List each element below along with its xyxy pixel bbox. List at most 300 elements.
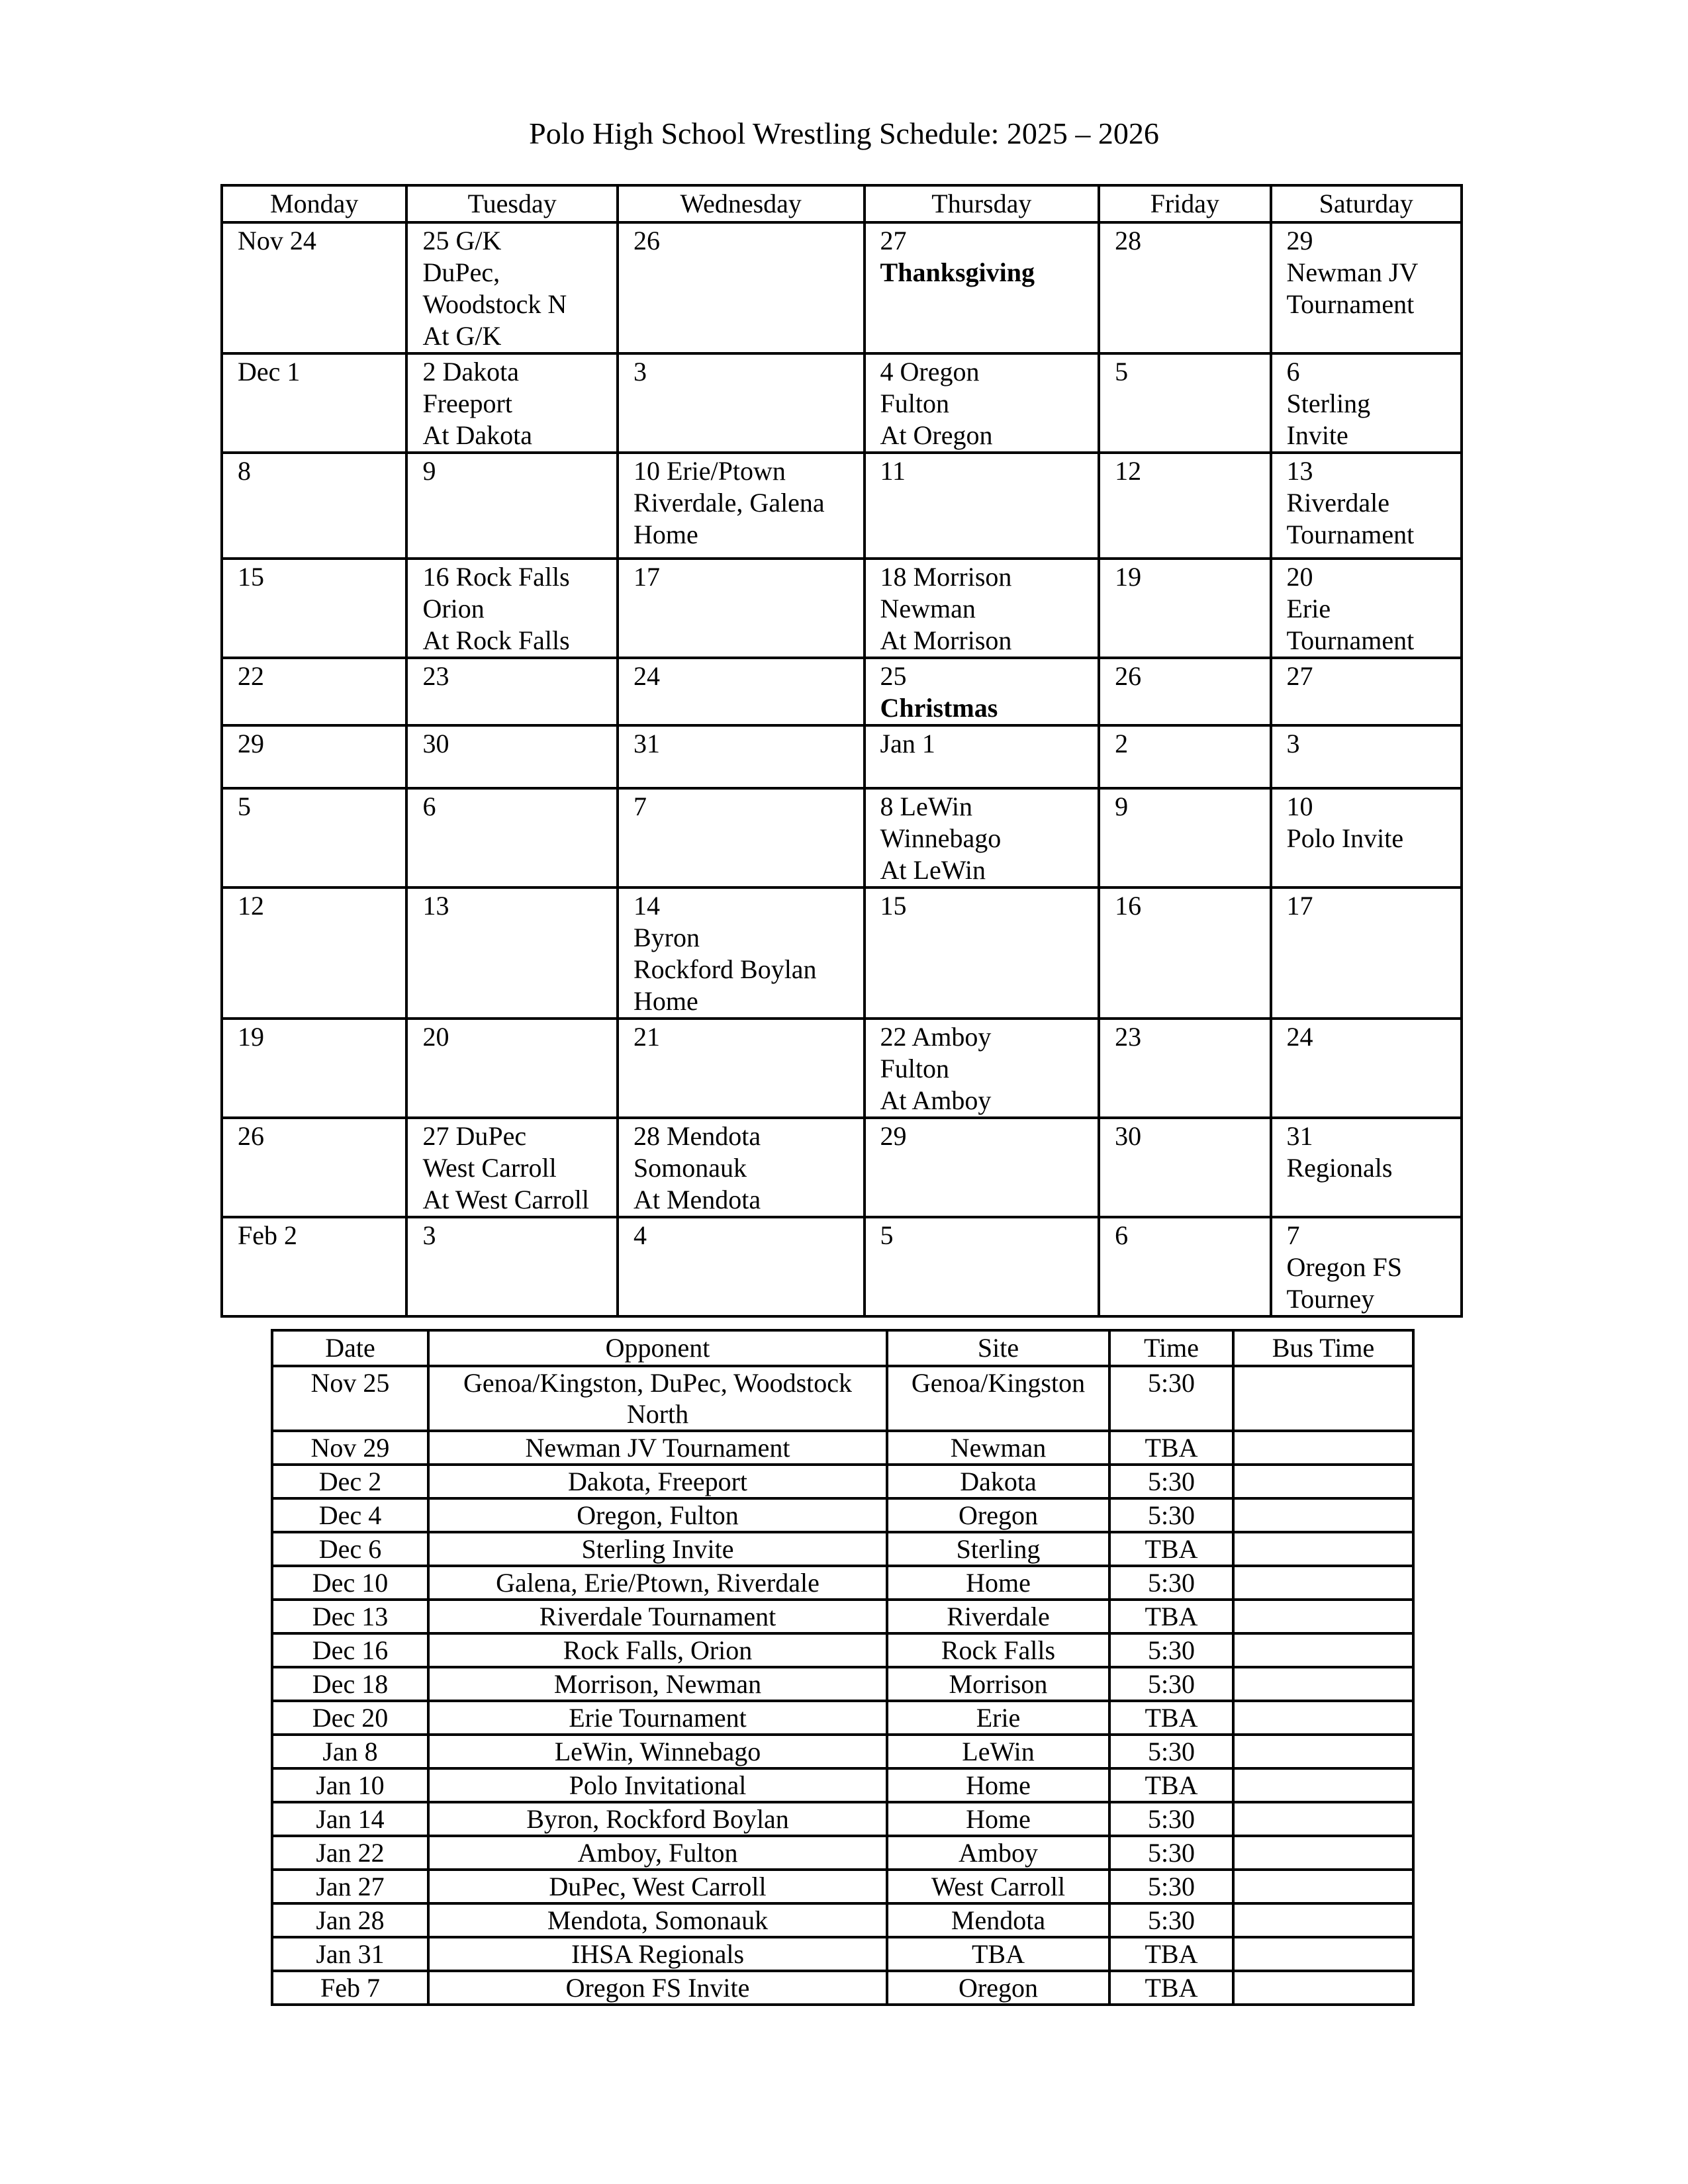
- schedule-header-row: [272, 1330, 1413, 1366]
- event-text: At Rock Falls: [422, 625, 570, 655]
- schedule-row: [272, 1431, 1413, 1465]
- event-text: Tournament: [1286, 289, 1415, 319]
- calendar-day-cell: [406, 658, 618, 725]
- day-number: 11: [880, 456, 906, 486]
- calendar-day-cell: [406, 559, 618, 658]
- time-cell: TBA: [1109, 1532, 1233, 1566]
- calendar-day-cell: [1099, 1019, 1270, 1118]
- site-cell: Morrison: [887, 1667, 1109, 1701]
- calendar-week-row: [222, 222, 1462, 353]
- day-number: 30: [422, 729, 449, 758]
- calendar-day-cell: [406, 887, 618, 1019]
- time-cell: TBA: [1109, 1768, 1233, 1802]
- calendar-day-cell: [222, 788, 406, 887]
- calendar-day-cell: [1271, 658, 1462, 725]
- calendar-day-cell: [1271, 453, 1462, 559]
- calendar-day-cell: [618, 1118, 865, 1217]
- event-text: Newman: [880, 594, 976, 623]
- event-text: Sterling: [1286, 388, 1371, 418]
- day-number: 8: [238, 456, 251, 486]
- schedule-row: [272, 1802, 1413, 1836]
- calendar-day-cell: [406, 353, 618, 453]
- site-cell: Sterling: [887, 1532, 1109, 1566]
- schedule-row: [272, 1366, 1413, 1431]
- site-cell: Home: [887, 1566, 1109, 1600]
- day-number: 26: [238, 1121, 264, 1151]
- calendar-day-cell: [1271, 1019, 1462, 1118]
- calendar-day-cell: [1099, 1118, 1270, 1217]
- event-text: Winnebago: [880, 823, 1002, 853]
- calendar-day-cell: [1099, 559, 1270, 658]
- day-number: 19: [1115, 562, 1142, 592]
- bus-time-cell: [1233, 1768, 1413, 1802]
- event-text: Erie: [1286, 594, 1331, 623]
- day-number: 10: [1286, 792, 1313, 821]
- day-number: 31: [1286, 1121, 1313, 1151]
- calendar-day-cell: [1271, 1217, 1462, 1316]
- day-number: 20: [1286, 562, 1313, 592]
- calendar-day-cell: [406, 1118, 618, 1217]
- calendar-day-cell: [618, 353, 865, 453]
- day-number: 16 Rock Falls: [422, 562, 570, 592]
- opponent-cell: Newman JV Tournament: [428, 1431, 887, 1465]
- calendar-week-row: [222, 559, 1462, 658]
- site-cell: Riverdale: [887, 1600, 1109, 1633]
- calendar-day-cell: [1271, 353, 1462, 453]
- calendar-day-cell: [1099, 658, 1270, 725]
- event-text: Rockford Boylan: [633, 954, 817, 984]
- event-text: Woodstock N: [422, 289, 567, 319]
- calendar-day-cell: [406, 1019, 618, 1118]
- day-number: 5: [880, 1220, 894, 1250]
- calendar-day-cell: [222, 725, 406, 788]
- date-cell: Jan 31: [272, 1937, 428, 1971]
- calendar-day-cell: [865, 887, 1100, 1019]
- opponent-cell: Morrison, Newman: [428, 1667, 887, 1701]
- day-number: 14: [633, 891, 660, 921]
- date-cell: Jan 14: [272, 1802, 428, 1836]
- day-number: 2: [1115, 729, 1129, 758]
- schedule-row: [272, 1532, 1413, 1566]
- day-number: 19: [238, 1022, 264, 1052]
- calendar-day-cell: [618, 725, 865, 788]
- opponent-cell: Polo Invitational: [428, 1768, 887, 1802]
- calendar-day-cell: [618, 453, 865, 559]
- day-number: 3: [422, 1220, 436, 1250]
- event-text: Tourney: [1286, 1284, 1375, 1314]
- day-number: Dec 1: [238, 357, 301, 387]
- site-cell: Erie: [887, 1701, 1109, 1735]
- event-text: At Mendota: [633, 1185, 761, 1214]
- opponent-cell: Dakota, Freeport: [428, 1465, 887, 1498]
- schedule-row: [272, 1735, 1413, 1768]
- time-cell: TBA: [1109, 1431, 1233, 1465]
- site-cell: Genoa/Kingston: [887, 1366, 1109, 1431]
- day-header: Wednesday: [618, 185, 865, 222]
- calendar-day-cell: [1271, 887, 1462, 1019]
- time-column-header: Time: [1109, 1330, 1233, 1366]
- date-cell: Dec 16: [272, 1633, 428, 1667]
- event-text: DuPec,: [422, 257, 500, 287]
- event-text: West Carroll: [422, 1153, 557, 1183]
- day-header: Tuesday: [406, 185, 618, 222]
- schedule-row: [272, 1600, 1413, 1633]
- calendar-day-cell: [618, 1217, 865, 1316]
- bus-time-cell: [1233, 1937, 1413, 1971]
- site-cell: TBA: [887, 1937, 1109, 1971]
- calendar-day-cell: [406, 222, 618, 353]
- event-text: Byron: [633, 923, 700, 952]
- calendar-day-cell: [1099, 453, 1270, 559]
- event-text: At Morrison: [880, 625, 1012, 655]
- calendar-day-cell: [1271, 788, 1462, 887]
- day-number: 29: [1286, 226, 1313, 255]
- calendar-day-cell: [222, 1118, 406, 1217]
- calendar-week-row: [222, 725, 1462, 788]
- day-number: Feb 2: [238, 1220, 297, 1250]
- site-cell: LeWin: [887, 1735, 1109, 1768]
- day-number: 6: [422, 792, 436, 821]
- schedule-row: [272, 1667, 1413, 1701]
- event-text: Thanksgiving: [880, 257, 1035, 287]
- calendar-day-cell: [222, 887, 406, 1019]
- event-text: Oregon FS: [1286, 1252, 1402, 1282]
- calendar-day-cell: [618, 222, 865, 353]
- day-number: 28 Mendota: [633, 1121, 761, 1151]
- calendar-day-cell: [1099, 788, 1270, 887]
- calendar-day-cell: [865, 725, 1100, 788]
- calendar-week-row: [222, 453, 1462, 559]
- event-text: Newman JV: [1286, 257, 1419, 287]
- time-cell: TBA: [1109, 1701, 1233, 1735]
- schedule-row: [272, 1870, 1413, 1903]
- calendar-day-cell: [1099, 1217, 1270, 1316]
- calendar-day-cell: [1271, 725, 1462, 788]
- event-text: Regionals: [1286, 1153, 1393, 1183]
- calendar-day-cell: [865, 788, 1100, 887]
- day-number: 2 Dakota: [422, 357, 519, 387]
- opponent-cell: Mendota, Somonauk: [428, 1903, 887, 1937]
- calendar-day-cell: [406, 788, 618, 887]
- calendar-day-cell: [618, 1019, 865, 1118]
- day-number: Jan 1: [880, 729, 935, 758]
- day-number: 9: [1115, 792, 1129, 821]
- day-number: 18 Morrison: [880, 562, 1012, 592]
- time-cell: 5:30: [1109, 1566, 1233, 1600]
- calendar-day-cell: [865, 1118, 1100, 1217]
- day-number: 17: [633, 562, 660, 592]
- event-text: Home: [633, 986, 698, 1016]
- calendar-day-cell: [865, 559, 1100, 658]
- calendar-week-row: [222, 887, 1462, 1019]
- opponent-cell: DuPec, West Carroll: [428, 1870, 887, 1903]
- calendar-day-cell: [865, 1217, 1100, 1316]
- day-number: 20: [422, 1022, 449, 1052]
- opponent-cell: Amboy, Fulton: [428, 1836, 887, 1870]
- event-text: At Oregon: [880, 420, 993, 450]
- site-cell: Rock Falls: [887, 1633, 1109, 1667]
- day-number: 6: [1115, 1220, 1129, 1250]
- schedule-row: [272, 1971, 1413, 2005]
- bus-time-cell: [1233, 1836, 1413, 1870]
- day-number: 15: [880, 891, 907, 921]
- time-cell: TBA: [1109, 1600, 1233, 1633]
- event-text: Riverdale: [1286, 488, 1389, 518]
- site-cell: Oregon: [887, 1971, 1109, 2005]
- event-text: Fulton: [880, 388, 950, 418]
- date-cell: Jan 28: [272, 1903, 428, 1937]
- day-number: 29: [880, 1121, 907, 1151]
- day-number: 3: [1286, 729, 1300, 758]
- bus-time-cell: [1233, 1566, 1413, 1600]
- day-number: 12: [1115, 456, 1142, 486]
- date-cell: Dec 20: [272, 1701, 428, 1735]
- bus-time-cell: [1233, 1735, 1413, 1768]
- day-number: 13: [1286, 456, 1313, 486]
- day-number: 12: [238, 891, 264, 921]
- calendar-day-cell: [865, 453, 1100, 559]
- day-number: 4 Oregon: [880, 357, 980, 387]
- day-number: 8 LeWin: [880, 792, 972, 821]
- date-cell: Jan 27: [272, 1870, 428, 1903]
- day-header: Friday: [1099, 185, 1270, 222]
- time-cell: 5:30: [1109, 1465, 1233, 1498]
- date-cell: Jan 10: [272, 1768, 428, 1802]
- opponent-cell: Genoa/Kingston, DuPec, Woodstock North: [428, 1366, 887, 1431]
- day-number: 26: [1115, 661, 1142, 691]
- date-cell: Dec 10: [272, 1566, 428, 1600]
- schedule-row: [272, 1498, 1413, 1532]
- schedule-row: [272, 1633, 1413, 1667]
- day-number: 29: [238, 729, 264, 758]
- bus-time-cell: [1233, 1971, 1413, 2005]
- day-number: 25: [880, 661, 907, 691]
- date-column-header: Date: [272, 1330, 428, 1366]
- bus-time-cell: [1233, 1431, 1413, 1465]
- schedule-row: [272, 1465, 1413, 1498]
- opponent-cell: Galena, Erie/Ptown, Riverdale: [428, 1566, 887, 1600]
- day-number: 26: [633, 226, 660, 255]
- calendar-day-cell: [865, 658, 1100, 725]
- day-number: 6: [1286, 357, 1300, 387]
- calendar-table: [220, 184, 1463, 1318]
- time-cell: 5:30: [1109, 1667, 1233, 1701]
- time-cell: 5:30: [1109, 1633, 1233, 1667]
- schedule-row: [272, 1937, 1413, 1971]
- calendar-day-cell: [222, 222, 406, 353]
- day-number: 5: [1115, 357, 1129, 387]
- day-number: Nov 24: [238, 226, 316, 255]
- time-cell: 5:30: [1109, 1802, 1233, 1836]
- day-number: 25 G/K: [422, 226, 502, 255]
- calendar-day-cell: [222, 453, 406, 559]
- day-number: 23: [1115, 1022, 1142, 1052]
- calendar-week-row: [222, 658, 1462, 725]
- event-text: At G/K: [422, 321, 502, 351]
- calendar-day-cell: [1271, 222, 1462, 353]
- day-number: 7: [633, 792, 647, 821]
- time-cell: 5:30: [1109, 1366, 1233, 1431]
- bus-time-cell: [1233, 1366, 1413, 1431]
- date-cell: Feb 7: [272, 1971, 428, 2005]
- calendar-day-cell: [1271, 1118, 1462, 1217]
- calendar-week-row: [222, 1019, 1462, 1118]
- calendar-day-cell: [1271, 559, 1462, 658]
- schedule-row: [272, 1836, 1413, 1870]
- event-text: At West Carroll: [422, 1185, 589, 1214]
- calendar-day-cell: [222, 353, 406, 453]
- opponent-column-header: Opponent: [428, 1330, 887, 1366]
- opponent-cell: IHSA Regionals: [428, 1937, 887, 1971]
- day-number: 21: [633, 1022, 660, 1052]
- opponent-cell: Sterling Invite: [428, 1532, 887, 1566]
- date-cell: Nov 25: [272, 1366, 428, 1431]
- event-text: Riverdale, Galena: [633, 488, 825, 518]
- day-number: 31: [633, 729, 660, 758]
- day-number: 22: [238, 661, 264, 691]
- day-number: 30: [1115, 1121, 1142, 1151]
- calendar-week-row: [222, 788, 1462, 887]
- site-column-header: Site: [887, 1330, 1109, 1366]
- calendar-week-row: [222, 353, 1462, 453]
- bus-time-cell: [1233, 1667, 1413, 1701]
- time-cell: 5:30: [1109, 1498, 1233, 1532]
- day-number: 27: [1286, 661, 1313, 691]
- day-number: 23: [422, 661, 449, 691]
- day-header: Monday: [222, 185, 406, 222]
- calendar-day-cell: [222, 559, 406, 658]
- site-cell: Oregon: [887, 1498, 1109, 1532]
- calendar-day-cell: [1099, 725, 1270, 788]
- day-number: 10 Erie/Ptown: [633, 456, 786, 486]
- day-number: 9: [422, 456, 436, 486]
- calendar-day-cell: [865, 1019, 1100, 1118]
- opponent-cell: Oregon, Fulton: [428, 1498, 887, 1532]
- site-cell: Amboy: [887, 1836, 1109, 1870]
- bus-time-cell: [1233, 1870, 1413, 1903]
- day-header: Saturday: [1271, 185, 1462, 222]
- date-cell: Dec 2: [272, 1465, 428, 1498]
- bus-time-column-header: Bus Time: [1233, 1330, 1413, 1366]
- page-title: Polo High School Wrestling Schedule: 2025 – 2026: [529, 116, 1159, 150]
- calendar-day-cell: [406, 725, 618, 788]
- bus-time-cell: [1233, 1532, 1413, 1566]
- date-cell: Dec 6: [272, 1532, 428, 1566]
- opponent-cell: Riverdale Tournament: [428, 1600, 887, 1633]
- calendar-day-cell: [865, 222, 1100, 353]
- day-number: 27 DuPec: [422, 1121, 527, 1151]
- calendar-day-cell: [618, 658, 865, 725]
- bus-time-cell: [1233, 1633, 1413, 1667]
- calendar-week-row: [222, 1118, 1462, 1217]
- calendar-day-cell: [1099, 353, 1270, 453]
- event-text: Freeport: [422, 388, 512, 418]
- day-number: 13: [422, 891, 449, 921]
- time-cell: TBA: [1109, 1937, 1233, 1971]
- day-number: 3: [633, 357, 647, 387]
- date-cell: Dec 4: [272, 1498, 428, 1532]
- calendar-day-cell: [406, 1217, 618, 1316]
- day-number: 24: [1286, 1022, 1313, 1052]
- bus-time-cell: [1233, 1465, 1413, 1498]
- calendar-day-cell: [618, 887, 865, 1019]
- day-number: 24: [633, 661, 660, 691]
- date-cell: Jan 8: [272, 1735, 428, 1768]
- event-text: At Amboy: [880, 1085, 992, 1115]
- calendar-day-cell: [1099, 887, 1270, 1019]
- bus-time-cell: [1233, 1600, 1413, 1633]
- site-cell: Home: [887, 1768, 1109, 1802]
- site-cell: Dakota: [887, 1465, 1109, 1498]
- time-cell: 5:30: [1109, 1903, 1233, 1937]
- day-number: 28: [1115, 226, 1142, 255]
- schedule-row: [272, 1768, 1413, 1802]
- calendar-day-cell: [618, 559, 865, 658]
- schedule-row: [272, 1903, 1413, 1937]
- event-text: Tournament: [1286, 520, 1415, 549]
- date-cell: Dec 18: [272, 1667, 428, 1701]
- time-cell: 5:30: [1109, 1735, 1233, 1768]
- schedule-row: [272, 1566, 1413, 1600]
- time-cell: 5:30: [1109, 1836, 1233, 1870]
- event-text: At Dakota: [422, 420, 532, 450]
- day-number: 22 Amboy: [880, 1022, 992, 1052]
- bus-time-cell: [1233, 1802, 1413, 1836]
- event-text: Christmas: [880, 693, 998, 723]
- event-text: At LeWin: [880, 855, 986, 885]
- day-number: 7: [1286, 1220, 1300, 1250]
- day-number: 16: [1115, 891, 1142, 921]
- calendar-header-row: [222, 185, 1462, 222]
- time-cell: TBA: [1109, 1971, 1233, 2005]
- calendar-week-row: [222, 1217, 1462, 1316]
- bus-time-cell: [1233, 1701, 1413, 1735]
- event-text: Home: [633, 520, 698, 549]
- opponent-cell: LeWin, Winnebago: [428, 1735, 887, 1768]
- date-cell: Jan 22: [272, 1836, 428, 1870]
- opponent-cell: Rock Falls, Orion: [428, 1633, 887, 1667]
- calendar-day-cell: [618, 788, 865, 887]
- site-cell: Mendota: [887, 1903, 1109, 1937]
- calendar-day-cell: [865, 353, 1100, 453]
- day-number: 27: [880, 226, 907, 255]
- event-text: Fulton: [880, 1054, 950, 1083]
- site-cell: Newman: [887, 1431, 1109, 1465]
- site-cell: Home: [887, 1802, 1109, 1836]
- date-cell: Dec 13: [272, 1600, 428, 1633]
- opponent-cell: Oregon FS Invite: [428, 1971, 887, 2005]
- opponent-cell: Erie Tournament: [428, 1701, 887, 1735]
- bus-time-cell: [1233, 1903, 1413, 1937]
- time-cell: 5:30: [1109, 1870, 1233, 1903]
- event-text: Polo Invite: [1286, 823, 1404, 853]
- day-number: 15: [238, 562, 264, 592]
- day-number: 4: [633, 1220, 647, 1250]
- calendar-day-cell: [222, 1019, 406, 1118]
- calendar-day-cell: [222, 658, 406, 725]
- site-cell: West Carroll: [887, 1870, 1109, 1903]
- day-number: 17: [1286, 891, 1313, 921]
- bus-time-cell: [1233, 1498, 1413, 1532]
- schedule-row: [272, 1701, 1413, 1735]
- opponent-cell: Byron, Rockford Boylan: [428, 1802, 887, 1836]
- schedule-table: [271, 1329, 1415, 2006]
- event-text: Somonauk: [633, 1153, 747, 1183]
- event-text: Tournament: [1286, 625, 1415, 655]
- day-number: 5: [238, 792, 251, 821]
- event-text: Invite: [1286, 420, 1348, 450]
- day-header: Thursday: [865, 185, 1100, 222]
